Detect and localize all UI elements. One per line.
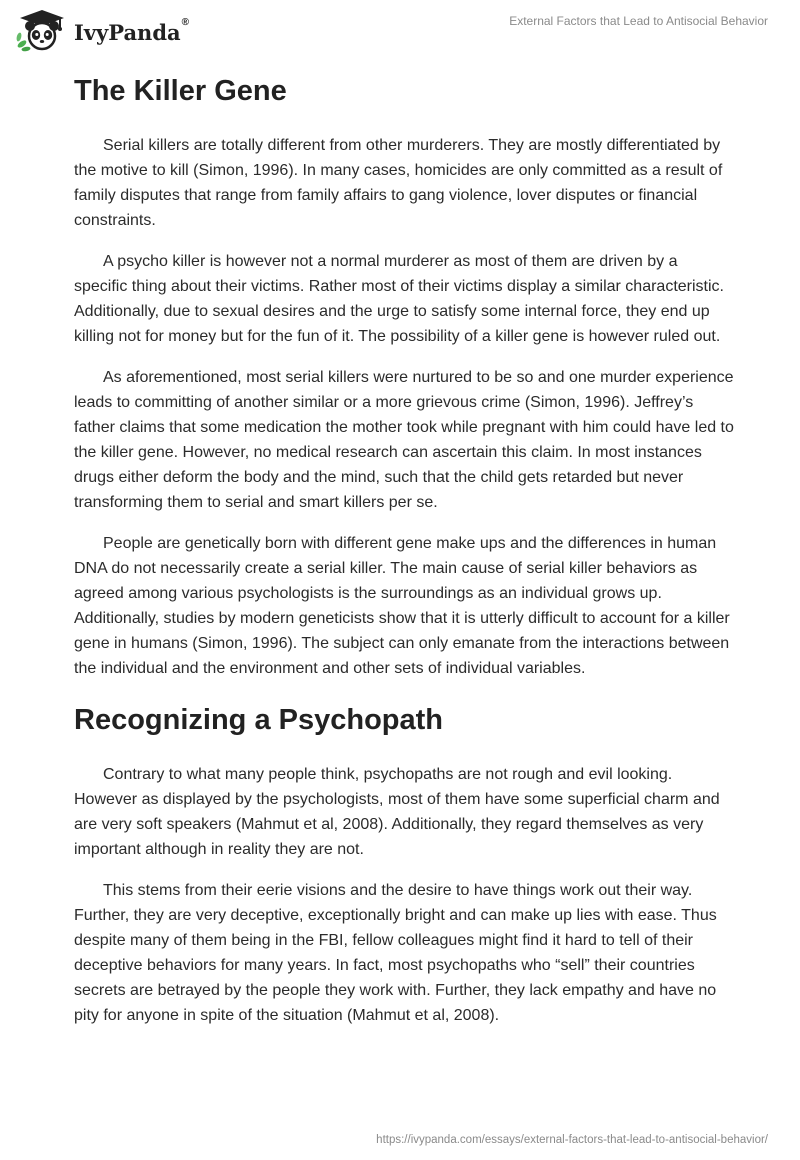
paragraph: Contrary to what many people think, psychopaths are not rough and evil looking. However as displayed by the psychologists, most of them have some superficial charm and are very soft speakers (Mahmut et al, 2008). Additionally, they regard themselves as very important although in reality they are not. [74,765,720,858]
paragraph: This stems from their eerie visions and the desire to have things work out their way. Further, they are very deceptive, exceptionally bright and can make up lies with ease. Thus despite many of them being in the FBI, fellow colleagues might find it hard to tell of their deceptive behaviors for many years. In fact, most psychopaths who “sell” their countries secrets are betrayed by the people they work with. Further, they lack empathy and have no pity for anyone in spite of the situation (Mahmut et al, 2008). [74,881,717,1024]
section-heading-recognizing-psychopath: Recognizing a Psychopath [74,703,443,736]
essay-content [74,70,734,1044]
paragraph: A psycho killer is however not a normal murderer as most of them are driven by a specific thing about their victims. Rather most of their victims display a similar characteristic. Additionally, due to sexual desires and the urge to satisfy some internal force, they end up killing not for money but for the fun of it. The possibility of a killer gene is however ruled out. [74,252,724,345]
section-heading-killer-gene: The Killer Gene [74,75,287,107]
paragraph: Serial killers are totally different from other murderers. They are mostly differentiated by the motive to kill (Simon, 1996). In many cases, homicides are only committed as a result of family disputes that range from family affairs to gang violence, lover disputes or financial constraints. [74,136,723,229]
paragraph: As aforementioned, most serial killers were nurtured to be so and one murder experience leads to committing of another similar or a more grievous crime (Simon, 1996). Jeffrey’s father claims that some medication the mother took while pregnant with him could have led to the killer gene. However, no medical research can ascertain this claim. In most instances drugs either deform the body and the mind, such that the child gets retarded but never transforming them to serial and smart killers per se. [74,368,734,511]
logo-wordmark: IvyPanda® [74,16,189,45]
source-url-link[interactable]: https://ivypanda.com/essays/external-factors-that-lead-to-antisocial-behavior/ [376,1134,768,1146]
registered-mark: ® [181,16,189,28]
paragraph: People are genetically born with different gene make ups and the differences in human DNA do not necessarily create a serial killer. The main cause of serial killer behaviors as agreed among various psychologists is the surroundings as an individual grows up. Additionally, studies by modern geneticists show that it is utterly difficult to account for a killer gene in humans (Simon, 1996). The subject can only emanate from the interactions between the individual and the environment and other sets of individual variables. [74,534,730,677]
document-title: External Factors that Lead to Antisocial Behavior [509,14,768,28]
ivypanda-logo[interactable] [14,8,189,52]
page-header [0,0,800,56]
panda-graduate-icon [14,8,70,52]
